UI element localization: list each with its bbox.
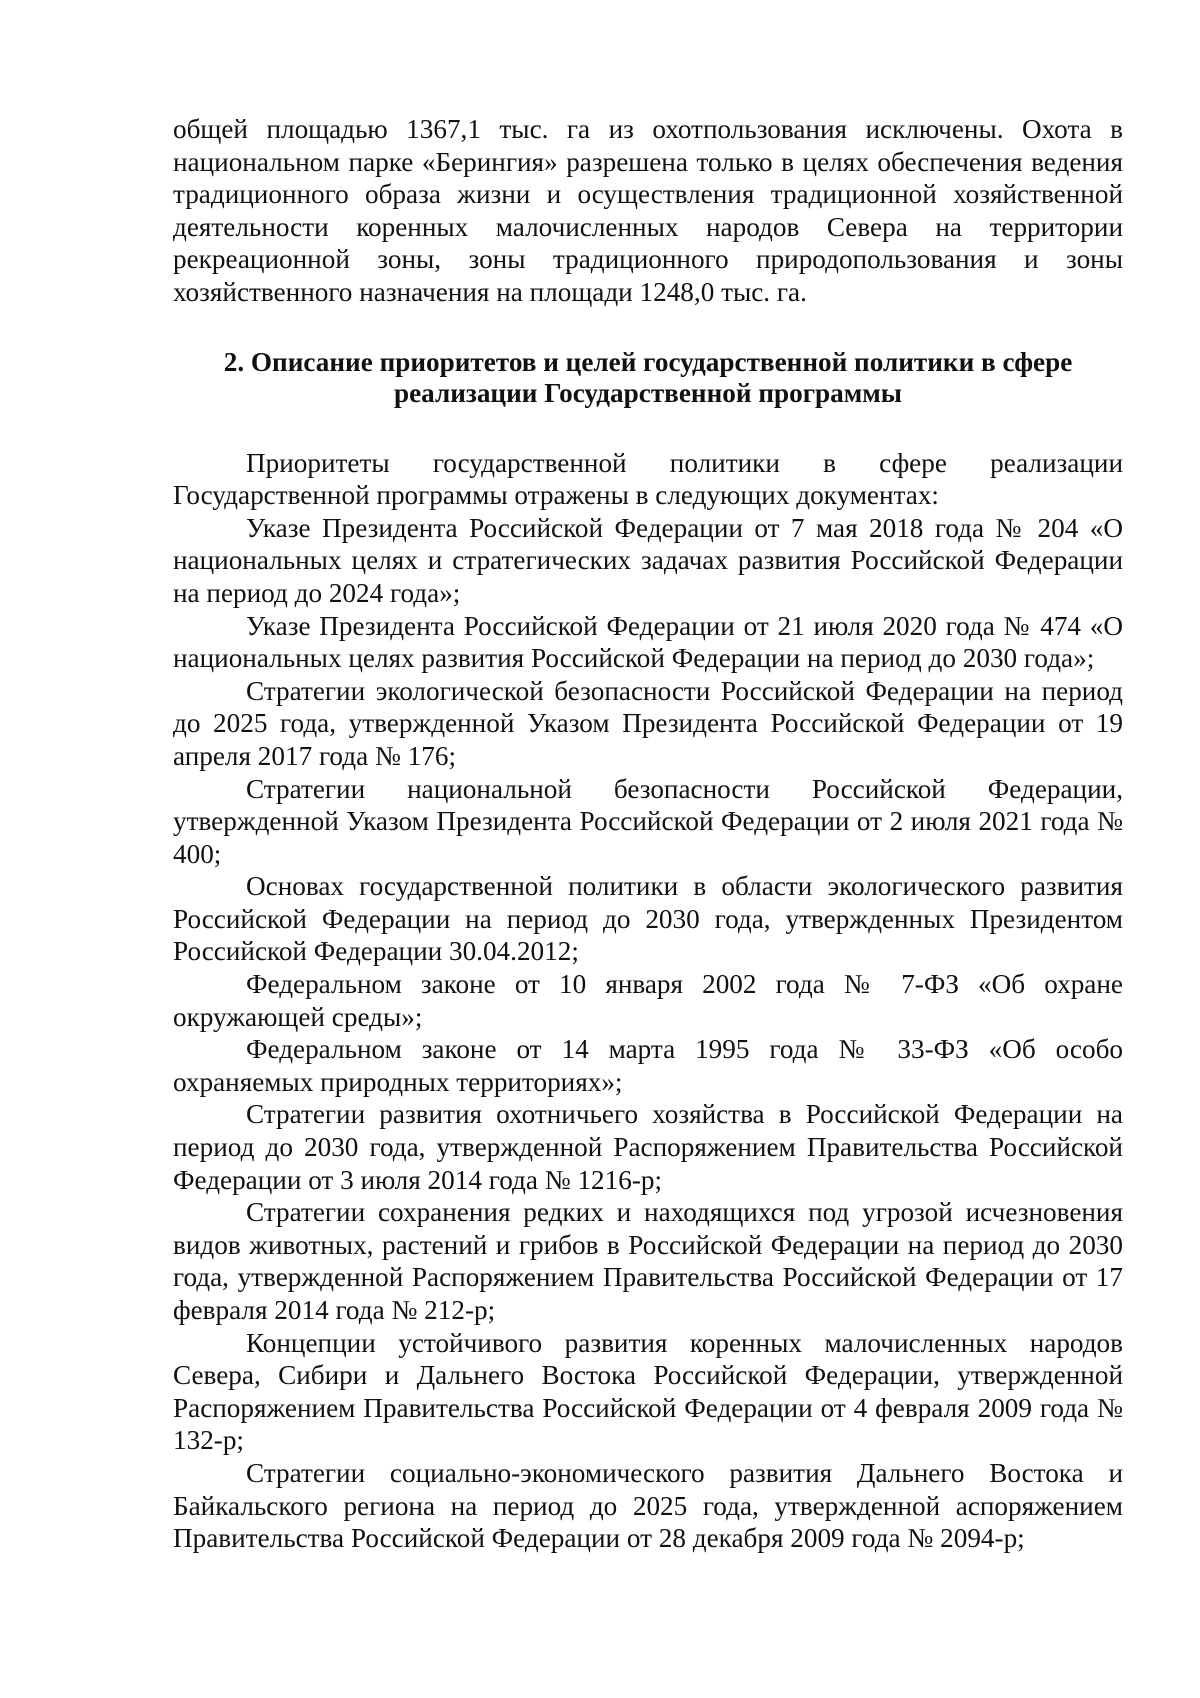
documents-list	[173, 512, 1123, 1555]
list-item: Стратегии национальной безопасности Российской Федерации, утвержденной Указом Президента Российской Федерации от 2 июля 2021 года № 400;	[173, 773, 1123, 869]
list-item: Стратегии сохранения редких и находящихся под угрозой исчезновения видов животных, растений и грибов в Российской Федерации на период до 2030 года, утвержденной Распоряжением Правительства Российской Федерации от 17 февраля 2014 года № 212-р;	[173, 1197, 1123, 1325]
document-page	[173, 113, 1123, 1555]
list-item: Стратегии развития охотничьего хозяйства в Российской Федерации на период до 2030 года, утвержденной Распоряжением Правительства Российской Федерации от 3 июля 2014 года № 1216-р;	[173, 1099, 1123, 1195]
list-item: Стратегии социально-экономического развития Дальнего Востока и Байкальского региона на период до 2025 года, утвержденной аспоряжением Правительства Российской Федерации от 28 декабря 2009 года № 2094-р;	[173, 1457, 1123, 1554]
list-item: Федеральном законе от 14 марта 1995 года № 33-ФЗ «Об особо охраняемых природных территориях»;	[173, 1034, 1123, 1097]
list-item: Основах государственной политики в области экологического развития Российской Федерации на период до 2030 года, утвержденных Президентом Российской Федерации 30.04.2012;	[173, 871, 1123, 967]
list-item: Стратегии экологической безопасности Российской Федерации на период до 2025 года, утвержденной Указом Президента Российской Федерации от 19 апреля 2017 года № 176;	[173, 675, 1123, 771]
section-title-line-1: 2. Описание приоритетов и целей государственной политики в сфере	[223, 346, 1073, 377]
section-title	[173, 347, 1123, 410]
list-item: Федеральном законе от 10 января 2002 года № 7-ФЗ «Об охране окружающей среды»;	[173, 969, 1123, 1032]
lead-paragraph: Приоритеты государственной политики в сфере реализации Государственной программы отражены в следующих документах:	[173, 447, 1123, 511]
intro-paragraph: общей площадью 1367,1 тыс. га из охотпользования исключены. Охота в национальном парке «Берингия» разрешена только в целях обеспечения ведения традиционного образа жизни и осуществления традиционной хозяйственной деятельности коренных малочисленных народов Севера на территории рекреационной зоны, зоны традиционного природопользования и зоны хозяйственного назначения на площади 1248,0 тыс. га.	[173, 114, 1123, 307]
list-item: Указе Президента Российской Федерации от 7 мая 2018 года № 204 «О национальных целях и стратегических задачах развития Российской Федерации на период до 2024 года»;	[173, 512, 1123, 608]
list-item: Указе Президента Российской Федерации от 21 июля 2020 года № 474 «О национальных целях развития Российской Федерации на период до 2030 года»;	[173, 610, 1123, 674]
section-title-line-2: реализации Государственной программы	[393, 378, 903, 409]
list-item: Концепции устойчивого развития коренных малочисленных народов Севера, Сибири и Дальнего Востока Российской Федерации, утвержденной Распоряжением Правительства Российской Федерации от 4 февраля 2009 года № 132-р;	[173, 1327, 1123, 1456]
